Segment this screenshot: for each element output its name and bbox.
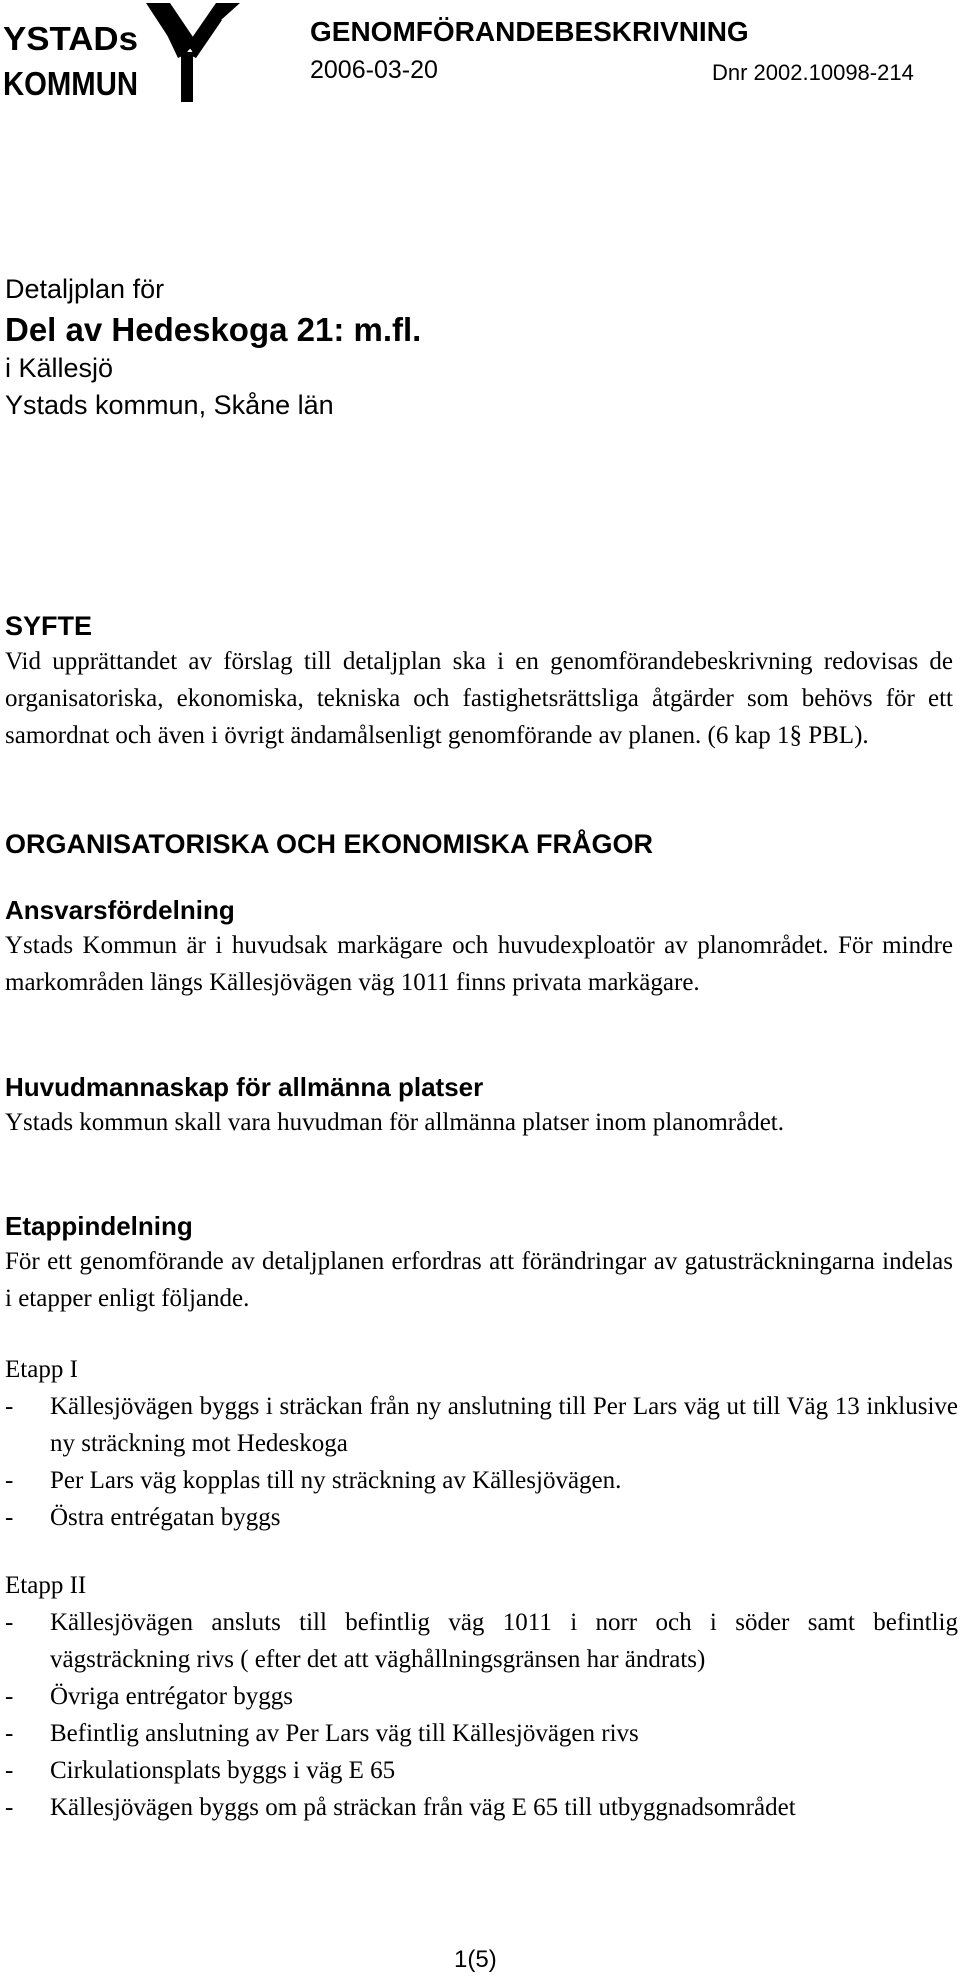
heading-ansvarsfordelning: Ansvarsfördelning bbox=[5, 895, 235, 925]
heading-organisatoriska: ORGANISATORISKA OCH EKONOMISKA FRÅGOR bbox=[5, 829, 654, 859]
list-item: - Cirkulationsplats byggs i väg E 65 bbox=[5, 1757, 396, 1784]
heading-huvudmannaskap: Huvudmannaskap för allmänna platser bbox=[5, 1072, 484, 1102]
huvudman-body: Ystads kommun skall vara huvudman för allmänna platser inom planområdet. bbox=[5, 1109, 784, 1136]
logo-text-kommun: KOMMUN bbox=[3, 65, 138, 102]
page-number: 1(5) bbox=[454, 1946, 497, 1973]
heading-syfte: SYFTE bbox=[5, 611, 93, 641]
syfte-body: Vid upprättandet av förslag till detaljplan ska i en genomförandebeskrivning redovisas de organisatoriska, ekonomiska, tekniska och fastighetsrättsliga åtgärder som behövs för ett samordnat och även i övrigt ändamålsenligt genomförande av planen. (6 kap 1§ PBL). bbox=[5, 648, 953, 749]
list-item: - Östra entrégatan byggs bbox=[5, 1504, 281, 1531]
list-item: - Källesjövägen ansluts till befintlig väg 1011 i norr och i söder samt befintlig vägsträckning rivs ( efter det att väghållningsgränsen har ändrats) bbox=[5, 1609, 958, 1673]
etapp1-list bbox=[5, 1388, 958, 1536]
document-dnr: Dnr 2002.10098-214 bbox=[712, 60, 914, 85]
ansvar-body: Ystads Kommun är i huvudsak markägare och huvudexploatör av planområdet. För mindre markområden längs Källesjövägen väg 1011 finns privata markägare. bbox=[5, 932, 953, 996]
title-municipality: Ystads kommun, Skåne län bbox=[5, 390, 334, 420]
list-item: - Per Lars väg kopplas till ny sträckning av Källesjövägen. bbox=[5, 1467, 622, 1494]
document-date: 2006-03-20 bbox=[310, 56, 438, 84]
list-item: - Källesjövägen byggs i sträckan från ny anslutning till Per Lars väg ut till Väg 13 inklusive ny sträckning mot Hedeskoga bbox=[5, 1393, 958, 1457]
etapp2-list bbox=[5, 1604, 958, 1826]
title-place: i Källesjö bbox=[5, 353, 114, 383]
logo-emblem-icon bbox=[146, 3, 240, 102]
list-item: - Befintlig anslutning av Per Lars väg till Källesjövägen rivs bbox=[5, 1720, 639, 1747]
etapp1-label: Etapp I bbox=[5, 1356, 78, 1383]
heading-etappindelning: Etappindelning bbox=[5, 1211, 193, 1241]
list-item: - Övriga entrégator byggs bbox=[5, 1683, 293, 1710]
etapp2-label: Etapp II bbox=[5, 1572, 87, 1599]
logo-text-ystads: YSTADs bbox=[3, 20, 138, 57]
etapp-body: För ett genomförande av detaljplanen erfordras att förändringar av gatusträckningarna indelas i etapper enligt följande. bbox=[5, 1248, 953, 1312]
list-item: - Källesjövägen byggs om på sträckan från väg E 65 till utbyggnadsområdet bbox=[5, 1794, 796, 1821]
title-main: Del av Hedeskoga 21: m.fl. bbox=[5, 311, 422, 348]
ystads-kommun-logo bbox=[0, 0, 245, 105]
title-prefix: Detaljplan för bbox=[5, 274, 165, 304]
document-type: GENOMFÖRANDEBESKRIVNING bbox=[310, 16, 749, 47]
